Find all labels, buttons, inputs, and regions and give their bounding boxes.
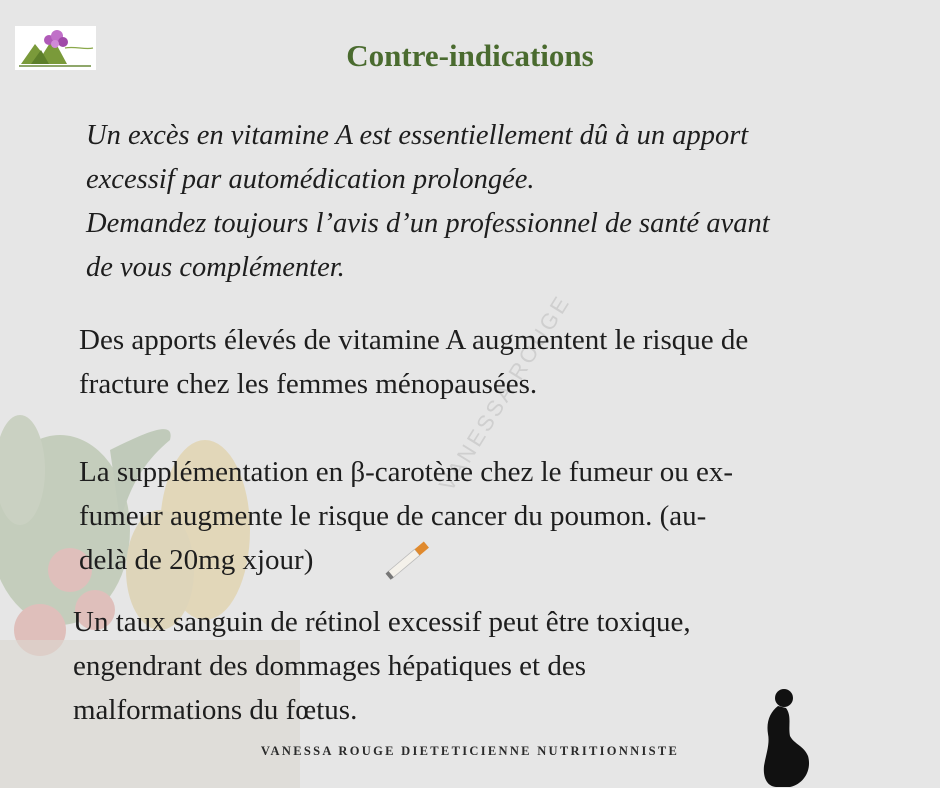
retinol-line-1: Un taux sanguin de rétinol excessif peut être toxique, [73,606,691,638]
retinol-line-3: malformations du fœtus. [73,694,358,726]
fracture-paragraph [79,318,860,406]
carotene-paragraph [79,450,860,582]
cigarette-icon [382,535,434,585]
retinol-line-2: engendrant des dommages hépatiques et des [73,650,586,682]
intro-line-3: Demandez toujours l’avis d’un professionnel de santé avant [86,208,770,239]
carotene-line-1: La supplémentation en β-carotène chez le fumeur ou ex- [79,456,734,488]
pregnant-woman-silhouette [760,686,812,788]
intro-line-2: excessif par automédication prolongée. [86,164,535,195]
footer-text: VANESSA ROUGE DIETETICIENNE NUTRITIONNISTE [260,744,680,758]
intro-line-1: Un excès en vitamine A est essentiellement dû à un apport [86,120,749,151]
watermark-text: VANESSA ROUGE [433,289,576,496]
fracture-line-2: fracture chez les femmes ménopausées. [79,368,538,400]
page-title: Contre-indications [346,38,594,73]
carotene-line-3: delà de 20mg xjour) [79,544,314,576]
retinol-paragraph [73,600,856,732]
intro-line-4: de vous complémenter. [86,252,345,283]
intro-paragraph [86,114,856,290]
carotene-line-2: fumeur augmente le risque de cancer du poumon. (au- [79,500,707,532]
fracture-line-1: Des apports élevés de vitamine A augmentent le risque de [79,324,749,356]
